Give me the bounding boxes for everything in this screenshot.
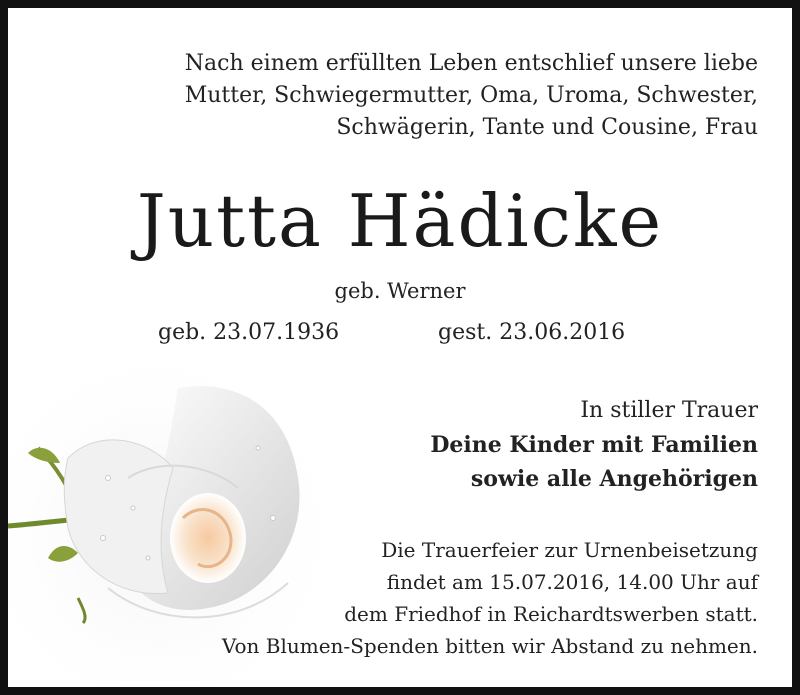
death-date: gest. 23.06.2016	[438, 320, 626, 345]
intro-line: Nach einem erfüllten Leben entschlief unsere liebe	[184, 51, 758, 76]
ceremony-line: findet am 15.07.2016, 14.00 Uhr auf	[386, 570, 758, 594]
deceased-name: Jutta Hädicke	[136, 179, 664, 263]
mourners-line: Deine Kinder mit Familien	[430, 432, 758, 458]
life-dates	[8, 316, 792, 350]
intro-line: Mutter, Schwiegermutter, Oma, Uroma, Schwester,	[184, 83, 758, 108]
ceremony-info	[278, 534, 758, 630]
ceremony-line: dem Friedhof in Reichardtswerben statt.	[344, 602, 758, 626]
intro-text	[58, 48, 758, 144]
mourners-line: sowie alle Angehörigen	[470, 466, 758, 492]
mourning-heading: In stiller Trauer	[580, 398, 758, 423]
ceremony-line: Die Trauerfeier zur Urnenbeisetzung	[381, 538, 758, 562]
intro-line: Schwägerin, Tante und Cousine, Frau	[336, 115, 758, 140]
mourning-section	[338, 394, 758, 496]
flowers-note: Von Blumen-Spenden bitten wir Abstand zu nehmen.	[221, 634, 758, 658]
maiden-name: geb. Werner	[334, 279, 466, 303]
birth-date: geb. 23.07.1936	[158, 320, 340, 345]
